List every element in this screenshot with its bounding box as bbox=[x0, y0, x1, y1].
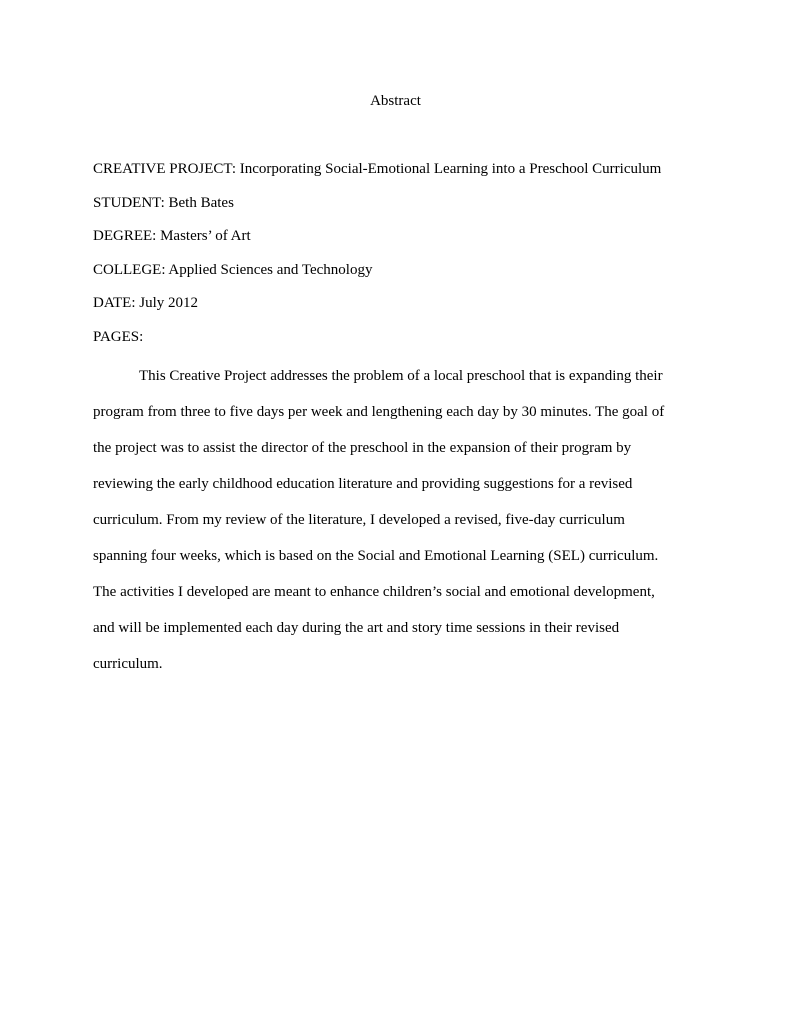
meta-degree: DEGREE: Masters’ of Art bbox=[93, 228, 251, 244]
abstract-line: program from three to five days per week and lengthening each day by 30 minutes. The goal of bbox=[93, 404, 665, 420]
meta-pages: PAGES: bbox=[93, 328, 144, 345]
page-title: Abstract bbox=[370, 93, 421, 109]
abstract-line: The activities I developed are meant to enhance children’s social and emotional development, bbox=[93, 584, 655, 600]
project-metadata bbox=[93, 158, 713, 359]
abstract-line: reviewing the early childhood education literature and providing suggestions for a revised bbox=[93, 476, 633, 492]
abstract-line: This Creative Project addresses the problem of a local preschool that is expanding their bbox=[139, 368, 663, 384]
meta-student: STUDENT: Beth Bates bbox=[93, 194, 234, 211]
abstract-line: spanning four weeks, which is based on the Social and Emotional Learning (SEL) curriculum. bbox=[93, 548, 659, 564]
meta-creative-project: CREATIVE PROJECT: Incorporating Social-Emotional Learning into a Preschool Curriculum bbox=[93, 161, 662, 177]
abstract-line: curriculum. bbox=[93, 656, 163, 672]
abstract-line: and will be implemented each day during the art and story time sessions in their revised bbox=[93, 620, 620, 636]
abstract-line: the project was to assist the director of the preschool in the expansion of their program by bbox=[93, 440, 632, 456]
meta-date: DATE: July 2012 bbox=[93, 295, 198, 311]
meta-college: COLLEGE: Applied Sciences and Technology bbox=[93, 261, 373, 278]
abstract-line: curriculum. From my review of the literature, I developed a revised, five-day curriculum bbox=[93, 512, 625, 528]
abstract-body bbox=[93, 358, 693, 682]
